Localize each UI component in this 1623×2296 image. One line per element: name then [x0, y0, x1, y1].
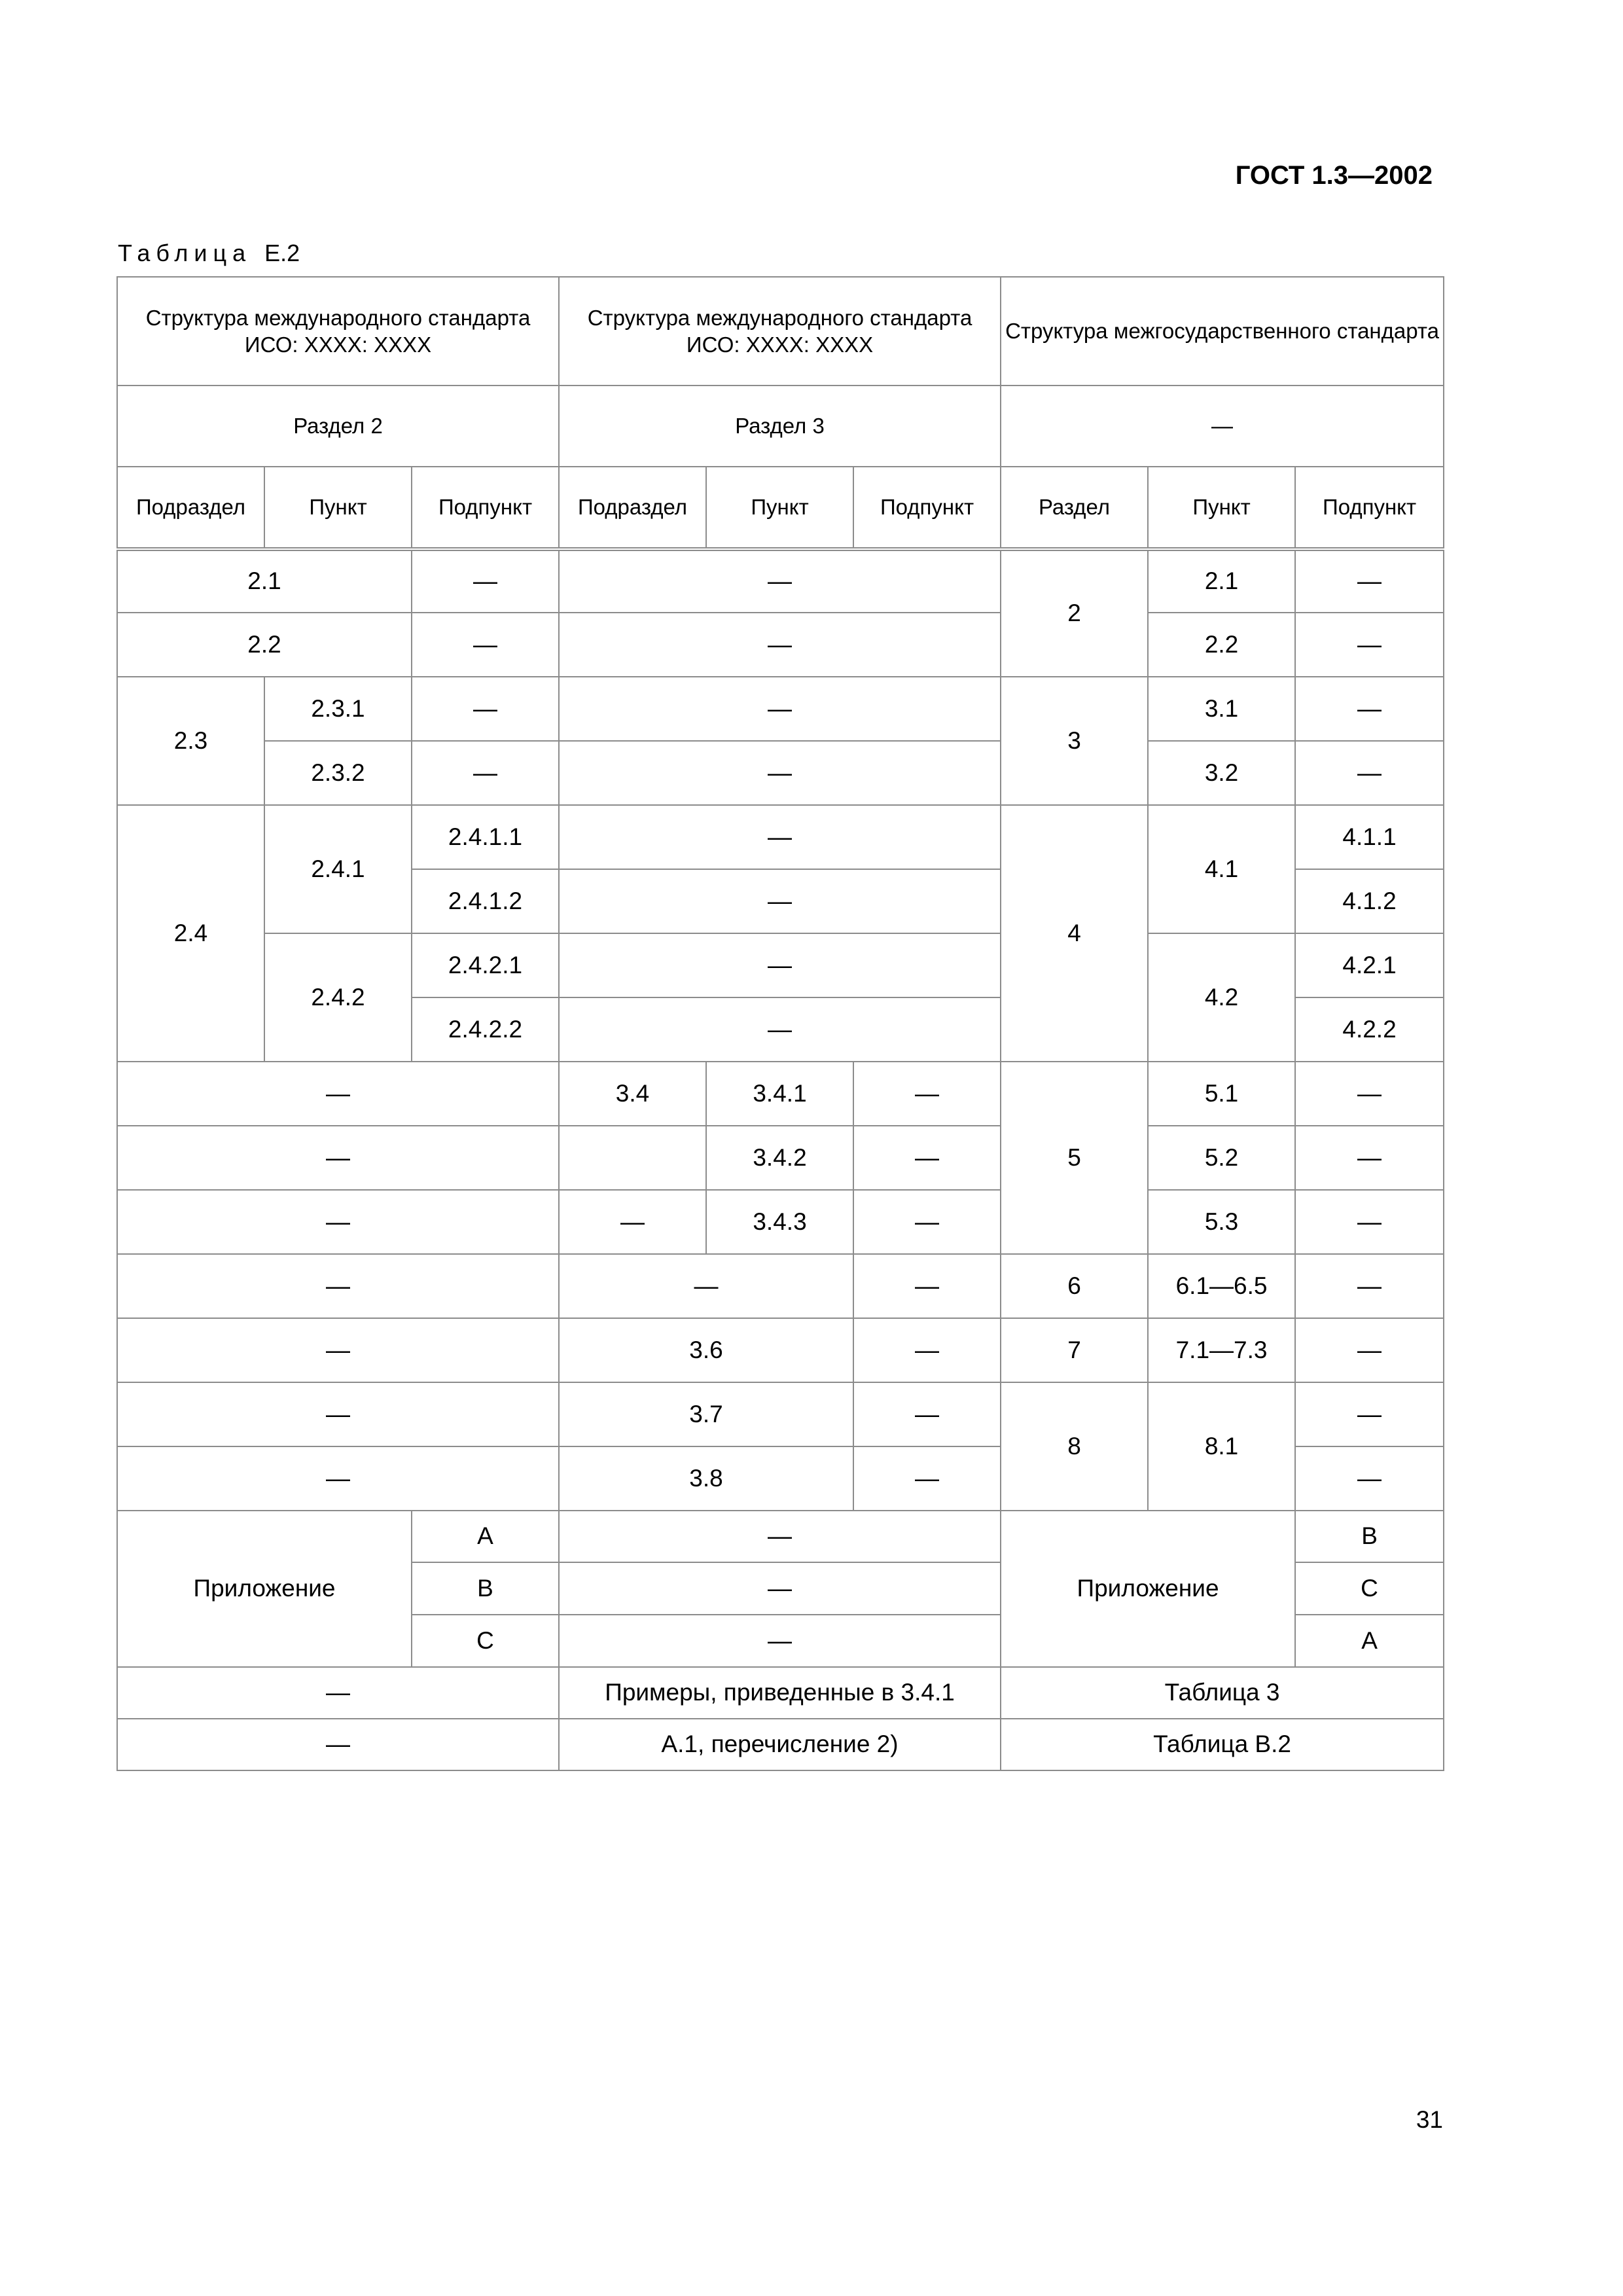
table-cell: 3.1	[1148, 677, 1295, 741]
table-cell: —	[853, 1318, 1001, 1382]
table-cell: —	[1295, 1318, 1444, 1382]
table-cell: А	[412, 1511, 559, 1562]
table-cell: —	[559, 805, 1001, 869]
header-section-dash: —	[1001, 386, 1444, 467]
table-cell: —	[117, 1126, 559, 1190]
table-row	[117, 1719, 1444, 1770]
subheader-cell: Подпункт	[853, 467, 1001, 549]
header-interstate-structure: Структура межгосударственного стандарта	[1001, 277, 1444, 386]
table-cell: —	[117, 1719, 559, 1770]
table-cell: 4.2	[1148, 933, 1295, 1062]
table-cell: Приложение	[117, 1511, 412, 1667]
table-cell: —	[559, 1190, 706, 1254]
table-cell: 4.2.2	[1295, 997, 1444, 1062]
subheader-cell: Раздел	[1001, 467, 1148, 549]
header-row-sections	[117, 386, 1444, 467]
table-cell: —	[1295, 677, 1444, 741]
table-cell: 2.4.2.1	[412, 933, 559, 997]
table-cell: 2.4.2.2	[412, 997, 559, 1062]
table-cell: А.1, перечисление 2)	[559, 1719, 1001, 1770]
table-cell: 3.2	[1148, 741, 1295, 805]
table-cell: 3.4.3	[706, 1190, 853, 1254]
table-cell: —	[559, 549, 1001, 613]
table-cell: —	[559, 1254, 853, 1318]
table-cell: 2	[1001, 549, 1148, 677]
table-cell	[559, 1126, 706, 1190]
table-row	[117, 741, 1444, 805]
table-cell: —	[117, 1667, 559, 1719]
table-cell: —	[1295, 613, 1444, 677]
table-row	[117, 1062, 1444, 1126]
table-cell: —	[853, 1062, 1001, 1126]
table-cell: —	[559, 933, 1001, 997]
table-cell: —	[412, 741, 559, 805]
table-cell: —	[412, 549, 559, 613]
table-cell: —	[117, 1254, 559, 1318]
table-cell: —	[559, 741, 1001, 805]
table-row	[117, 1190, 1444, 1254]
table-cell: —	[853, 1126, 1001, 1190]
table-cell: В	[1295, 1511, 1444, 1562]
table-cell: Приложение	[1001, 1511, 1295, 1667]
table-cell: —	[853, 1190, 1001, 1254]
table-cell: —	[117, 1190, 559, 1254]
header-iso-structure-1: Структура международного стандарта ИСО: XXXX: XXXX	[117, 277, 559, 386]
table-cell: —	[1295, 1382, 1444, 1446]
table-caption-number: Е.2	[264, 240, 300, 266]
table-cell: —	[853, 1382, 1001, 1446]
table-cell: 4.2.1	[1295, 933, 1444, 997]
table-cell: 2.2	[1148, 613, 1295, 677]
table-cell: А	[1295, 1615, 1444, 1667]
subheader-cell: Подпункт	[412, 467, 559, 549]
table-cell: —	[117, 1446, 559, 1511]
table-cell: —	[853, 1446, 1001, 1511]
table-row	[117, 805, 1444, 869]
table-cell: С	[1295, 1562, 1444, 1615]
table-cell: —	[412, 613, 559, 677]
table-cell: 4.1.2	[1295, 869, 1444, 933]
table-row	[117, 1254, 1444, 1318]
table-cell: Таблица 3	[1001, 1667, 1444, 1719]
table-cell: 2.4	[117, 805, 264, 1062]
table-cell: 8.1	[1148, 1382, 1295, 1511]
table-cell: 2.4.2	[264, 933, 412, 1062]
table-cell: —	[1295, 1254, 1444, 1318]
table-cell: —	[117, 1382, 559, 1446]
table-cell: 2.1	[1148, 549, 1295, 613]
table-cell: Примеры, приведенные в 3.4.1	[559, 1667, 1001, 1719]
table-cell: —	[559, 1511, 1001, 1562]
subheader-cell: Пункт	[264, 467, 412, 549]
table-cell: —	[1295, 1446, 1444, 1511]
table-cell: 5.3	[1148, 1190, 1295, 1254]
table-cell: 2.4.1.2	[412, 869, 559, 933]
table-cell: —	[559, 1615, 1001, 1667]
header-iso-structure-2: Структура международного стандарта ИСО: XXXX: XXXX	[559, 277, 1001, 386]
header-section-2: Раздел 2	[117, 386, 559, 467]
table-cell: 2.2	[117, 613, 412, 677]
table-cell: 7	[1001, 1318, 1148, 1382]
table-caption	[118, 240, 300, 267]
table-cell: 2.4.1	[264, 805, 412, 933]
table-cell: —	[559, 677, 1001, 741]
table-cell: —	[559, 997, 1001, 1062]
table-cell: 2.3.1	[264, 677, 412, 741]
table-row	[117, 1667, 1444, 1719]
table-row	[117, 677, 1444, 741]
table-cell: —	[1295, 549, 1444, 613]
table-cell: —	[117, 1062, 559, 1126]
table-cell: —	[559, 613, 1001, 677]
subheader-cell: Подпункт	[1295, 467, 1444, 549]
table-cell: —	[1295, 1062, 1444, 1126]
table-cell: —	[412, 677, 559, 741]
table-cell: 3	[1001, 677, 1148, 805]
table-caption-word: Таблица	[118, 240, 252, 266]
table-cell: С	[412, 1615, 559, 1667]
table-cell: 4.1.1	[1295, 805, 1444, 869]
table-row	[117, 549, 1444, 613]
table-cell: —	[853, 1254, 1001, 1318]
table-cell: —	[1295, 1190, 1444, 1254]
table-cell: 3.4	[559, 1062, 706, 1126]
table-cell: 2.1	[117, 549, 412, 613]
table-cell: 2.3	[117, 677, 264, 805]
subheader-cell: Пункт	[1148, 467, 1295, 549]
page-number: 31	[1416, 2106, 1443, 2133]
table-cell: —	[559, 869, 1001, 933]
table-cell: —	[1295, 1126, 1444, 1190]
table-cell: 5.1	[1148, 1062, 1295, 1126]
header-section-3: Раздел 3	[559, 386, 1001, 467]
table-cell: 3.6	[559, 1318, 853, 1382]
document-code: ГОСТ 1.3—2002	[1235, 161, 1433, 190]
header-row-titles	[117, 277, 1444, 386]
table-row	[117, 1318, 1444, 1382]
table-cell: 5	[1001, 1062, 1148, 1254]
table-cell: Таблица В.2	[1001, 1719, 1444, 1770]
table-row	[117, 1511, 1444, 1562]
comparison-table	[116, 276, 1444, 1771]
table-row	[117, 613, 1444, 677]
table-cell: 2.4.1.1	[412, 805, 559, 869]
table-cell: 6.1—6.5	[1148, 1254, 1295, 1318]
subheader-cell: Пункт	[706, 467, 853, 549]
table-cell: 4.1	[1148, 805, 1295, 933]
table-cell: 4	[1001, 805, 1148, 1062]
table-row	[117, 1126, 1444, 1190]
subheader-cell: Подраздел	[117, 467, 264, 549]
table-row	[117, 1382, 1444, 1446]
table-cell: 3.8	[559, 1446, 853, 1511]
table-cell: 3.4.1	[706, 1062, 853, 1126]
table-cell: 3.7	[559, 1382, 853, 1446]
table-cell: 6	[1001, 1254, 1148, 1318]
table-cell: 7.1—7.3	[1148, 1318, 1295, 1382]
table-cell: 3.4.2	[706, 1126, 853, 1190]
table-cell: 5.2	[1148, 1126, 1295, 1190]
header-row-subheaders	[117, 467, 1444, 549]
table-cell: 2.3.2	[264, 741, 412, 805]
table-cell: В	[412, 1562, 559, 1615]
table-row	[117, 933, 1444, 997]
subheader-cell: Подраздел	[559, 467, 706, 549]
table-cell: 8	[1001, 1382, 1148, 1511]
table-cell: —	[117, 1318, 559, 1382]
table-cell: —	[1295, 741, 1444, 805]
table-cell: —	[559, 1562, 1001, 1615]
